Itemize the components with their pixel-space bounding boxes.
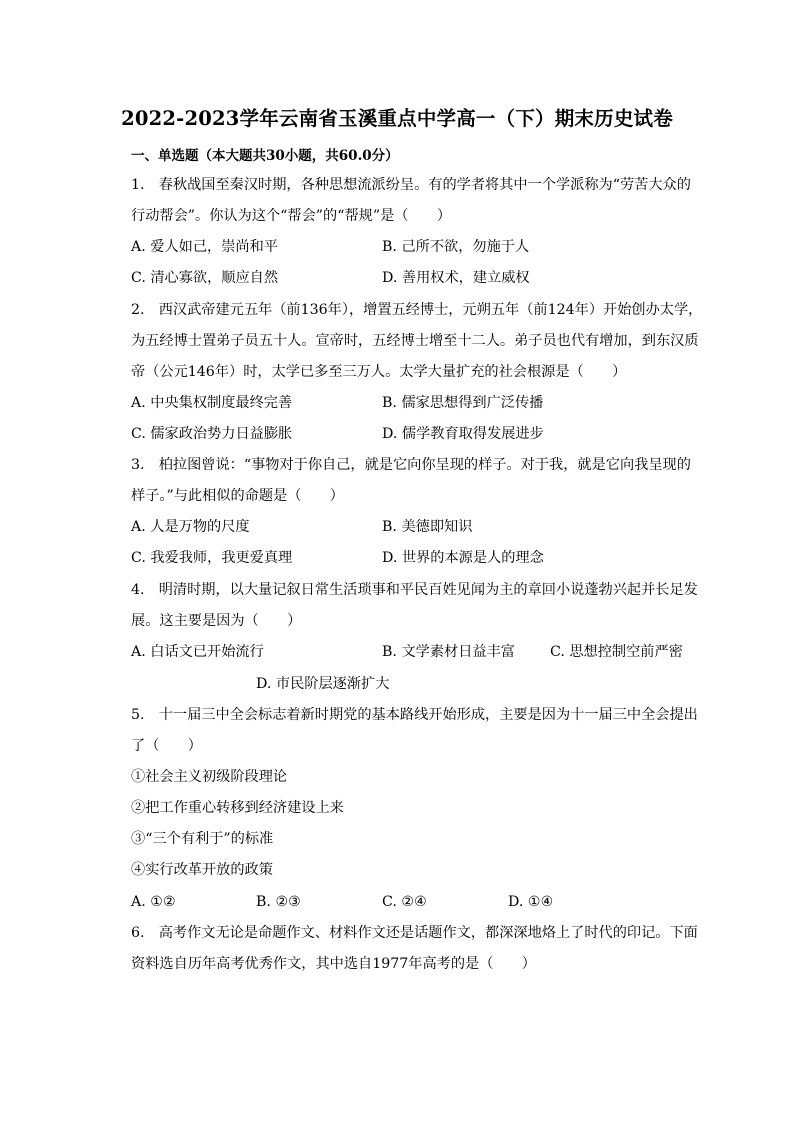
q1-option-d: D. 善用权术，建立威权	[382, 270, 530, 286]
q5-option-d: D. ①④	[508, 894, 554, 910]
q2-option-c: C. 儒家政治势力日益膨胀	[131, 426, 293, 442]
exam-title: 2022-2023学年云南省玉溪重点中学高一（下）期末历史试卷	[121, 107, 673, 130]
question-4-line-2: 展。这主要是因为（ ）	[131, 613, 302, 629]
section-heading: 一、单选题（本大题共30小题，共60.0分）	[131, 148, 399, 164]
question-5-line-2: 了（ ）	[131, 738, 202, 754]
q1-option-b: B. 己所不欲，勿施于人	[382, 239, 530, 255]
question-4-line-1: 4. 明清时期，以大量记叙日常生活琐事和平民百姓见闻为主的章回小说蓬勃兴起并长足发	[131, 582, 698, 598]
question-6-line-1: 6. 高考作文无论是命题作文、材料作文还是话题作文，都深深地烙上了时代的印记。下面	[131, 925, 698, 941]
q4-option-d: D. 市民阶层逐渐扩大	[256, 676, 390, 692]
question-1-line-2: 行动帮会”。你认为这个“帮会”的“帮规”是（ ）	[131, 208, 452, 224]
q5-option-c: C. ②④	[382, 894, 427, 910]
q5-statement-4: ④实行改革开放的政策	[131, 862, 273, 878]
question-1-line-1: 1. 春秋战国至秦汉时期，各种思想流派纷呈。有的学者将其中一个学派称为“劳苦大众的	[131, 177, 691, 193]
question-5-line-1: 5. 十一届三中全会标志着新时期党的基本路线开始形成，主要是因为十一届三中全会提出	[131, 707, 698, 723]
question-3-line-1: 3. 柏拉图曾说：“事物对于你自己，就是它向你呈现的样子。对于我，就是它向我呈现的	[131, 457, 691, 473]
question-2-line-3: 帝（公元146年）时，太学已多至三万人。太学大量扩充的社会根源是（ ）	[131, 364, 627, 380]
question-6-line-2: 资料选自历年高考优秀作文，其中选自1977年高考的是（ ）	[131, 956, 536, 972]
q3-option-d: D. 世界的本源是人的理念	[382, 550, 544, 566]
q2-option-d: D. 儒学教育取得发展进步	[382, 426, 544, 442]
q5-option-b: B. ②③	[256, 894, 301, 910]
q3-option-c: C. 我爱我师，我更爱真理	[131, 550, 293, 566]
q1-option-a: A. 爱人如己，崇尚和平	[131, 239, 278, 255]
q2-option-b: B. 儒家思想得到广泛传播	[382, 395, 544, 411]
q3-option-a: A. 人是万物的尺度	[131, 519, 250, 535]
question-2-line-1: 2. 西汉武帝建元五年（前136年），增置五经博士，元朔五年（前124年）开始创办太学，	[131, 302, 703, 318]
q4-option-b: B. 文学素材日益丰富	[382, 644, 515, 660]
q4-option-c: C. 思想控制空前严密	[550, 644, 683, 660]
q1-option-c: C. 清心寡欲，顺应自然	[131, 270, 279, 286]
question-3-line-2: 样子。”与此相似的命题是（ ）	[131, 488, 344, 504]
q5-statement-3: ③“三个有利于”的标准	[131, 831, 274, 847]
q5-option-a: A. ①②	[131, 894, 176, 910]
q2-option-a: A. 中央集权制度最终完善	[131, 395, 293, 411]
q5-statement-2: ②把工作重心转移到经济建设上来	[131, 800, 344, 816]
q5-statement-1: ①社会主义初级阶段理论	[131, 769, 288, 785]
q3-option-b: B. 美德即知识	[382, 519, 473, 535]
question-2-line-2: 为五经博士置弟子员五十人。宣帝时，五经博士增至十二人。弟子员也代有增加，到东汉质	[131, 333, 699, 349]
q4-option-a: A. 白话文已开始流行	[131, 644, 264, 660]
